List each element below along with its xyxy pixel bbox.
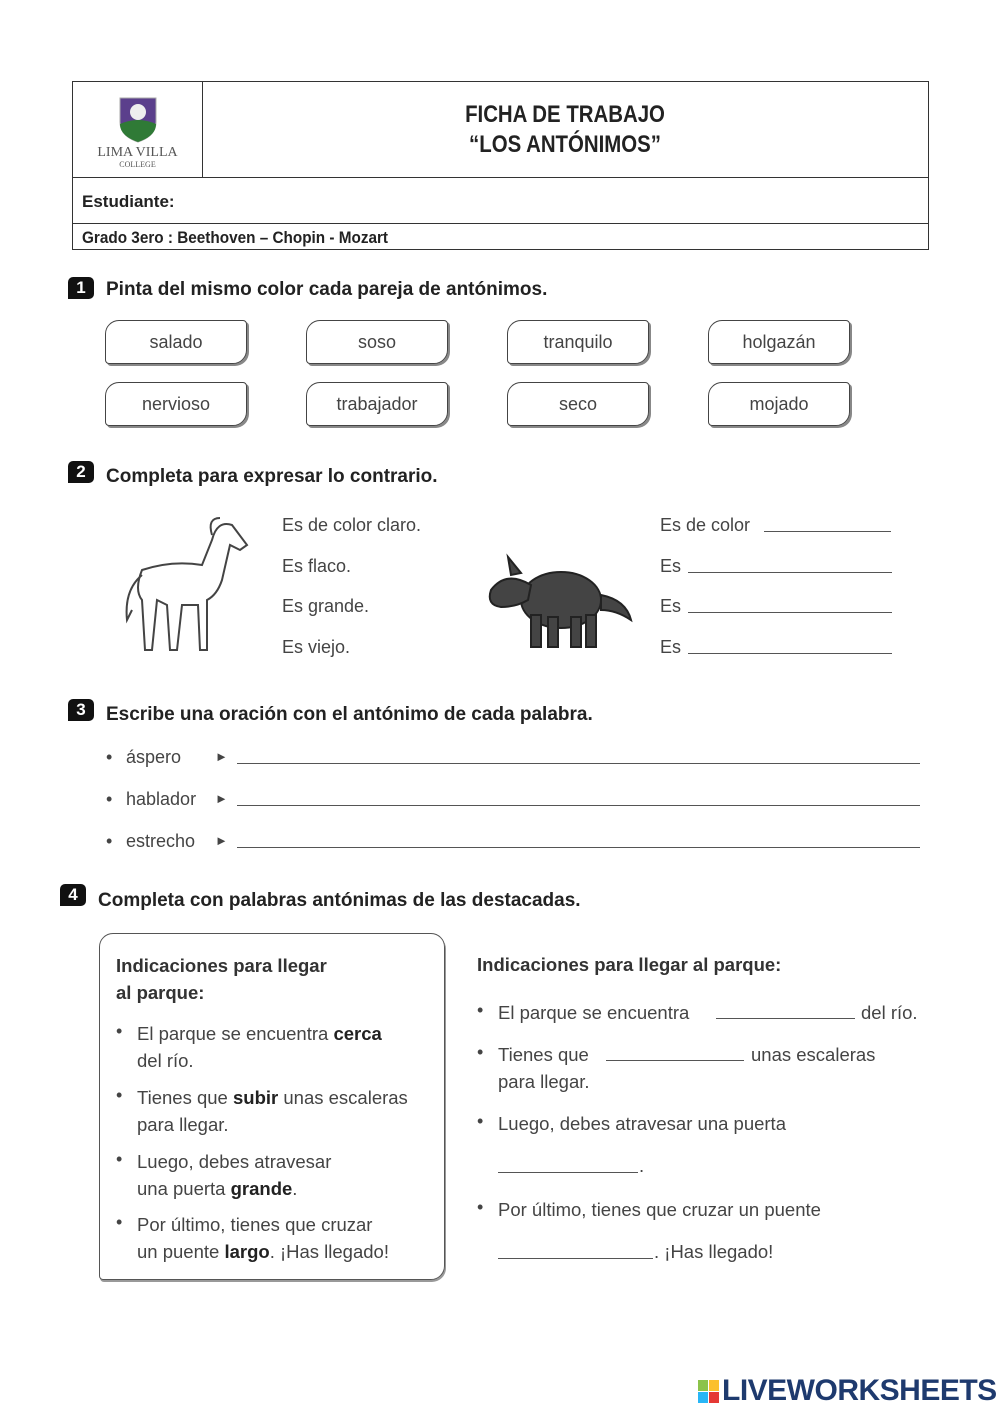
instruction-end: del río. (861, 1002, 918, 1023)
black-pony-illustration (486, 545, 636, 655)
bullet: • (477, 1111, 484, 1131)
word-box[interactable]: salado (105, 320, 247, 364)
sentence-prompt: Es (660, 556, 682, 576)
section-3-title: Escribe una oración con el antónimo de cada palabra. (106, 704, 593, 725)
bullet: • (116, 1085, 123, 1105)
answer-blank[interactable] (498, 1258, 653, 1259)
section-4-title: Completa con palabras antónimas de las destacadas. (98, 890, 581, 911)
answer-line[interactable] (237, 763, 920, 764)
section-number: 1 (68, 277, 94, 299)
answer-blank[interactable] (688, 572, 892, 573)
instruction: para llegar. (498, 1071, 590, 1092)
instruction-end: unas escaleras (751, 1044, 876, 1065)
box-title: Indicaciones para llegar al parque: (116, 955, 327, 1003)
word: hablador (126, 789, 197, 809)
word-box[interactable]: nervioso (105, 382, 247, 426)
bullet: • (106, 747, 113, 767)
liveworksheets-logo-icon (698, 1380, 720, 1404)
answer-blank[interactable] (688, 612, 892, 613)
school-logo (73, 82, 203, 177)
logo-text: LIMA VILLA (97, 145, 178, 160)
instruction: Por último, tienes que cruzar un puente largo. ¡Has llegado! (137, 1214, 389, 1262)
bullet: • (116, 1149, 123, 1169)
instruction: Tienes que subir unas escaleras para llegar. (137, 1087, 408, 1135)
sentence: Es viejo. (282, 637, 351, 657)
page-title (256, 82, 873, 177)
sentence: Es flaco. (282, 556, 352, 576)
section-number: 4 (60, 884, 86, 906)
title-line-1: FICHA DE TRABAJO (465, 101, 665, 128)
student-field[interactable] (73, 177, 928, 223)
sentence-prompt: Es de color (660, 515, 751, 535)
bullet: • (106, 831, 113, 851)
section-number: 2 (68, 461, 94, 483)
word-box[interactable]: soso (306, 320, 448, 364)
bullet: • (477, 1197, 484, 1217)
white-horse-illustration (112, 510, 252, 660)
arrow-icon: ► (215, 833, 228, 848)
sentence-prompt: Es (660, 596, 682, 616)
instruction: Por último, tienes que cruzar un puente (498, 1199, 821, 1220)
header-table (72, 81, 929, 250)
grade-label: Grado 3ero : Beethoven – Chopin - Mozart (82, 228, 389, 247)
answer-blank[interactable] (688, 653, 892, 654)
word: estrecho (126, 831, 196, 851)
bullet: • (477, 1000, 484, 1020)
bullet: • (106, 789, 113, 809)
word: áspero (126, 747, 182, 767)
section-1-title: Pinta del mismo color cada pareja de antónimos. (106, 279, 548, 300)
liveworksheets-brand: LIVEWORKSHEETS (722, 1374, 997, 1407)
instruction: El parque se encuentra (498, 1002, 690, 1023)
arrow-icon: ► (215, 749, 228, 764)
answer-line[interactable] (237, 847, 920, 848)
answer-blank[interactable] (716, 1018, 855, 1019)
answer-line[interactable] (237, 805, 920, 806)
answer-blank[interactable] (498, 1172, 638, 1173)
student-label: Estudiante: (82, 192, 175, 211)
sentence-prompt: Es (660, 637, 682, 657)
bullet: • (116, 1021, 123, 1041)
sentence: Es de color claro. (282, 515, 422, 535)
instruction-end: . (639, 1155, 645, 1176)
word-box[interactable]: holgazán (708, 320, 850, 364)
sentence: Es grande. (282, 596, 370, 616)
section-number: 3 (68, 699, 94, 721)
word-box[interactable]: tranquilo (507, 320, 649, 364)
instruction: Luego, debes atravesar una puerta grande. (137, 1151, 332, 1199)
answer-blank[interactable] (606, 1060, 744, 1061)
title-line-2: “LOS ANTÓNIMOS” (469, 131, 661, 158)
instruction: El parque se encuentra cerca del río. (137, 1023, 382, 1071)
bullet: • (116, 1212, 123, 1232)
word-box[interactable]: trabajador (306, 382, 448, 426)
instruction: Tienes que (498, 1044, 589, 1065)
logo-subtext: COLLEGE (119, 160, 156, 169)
word-box[interactable]: seco (507, 382, 649, 426)
bullet: • (477, 1042, 484, 1062)
instruction-end: . ¡Has llegado! (654, 1241, 774, 1262)
arrow-icon: ► (215, 791, 228, 806)
grade-row (73, 223, 928, 251)
instruction: Luego, debes atravesar una puerta (498, 1113, 786, 1134)
section-2-title: Completa para expresar lo contrario. (106, 466, 438, 487)
right-title: Indicaciones para llegar al parque: (477, 954, 782, 975)
shield-icon (118, 94, 158, 144)
answer-blank[interactable] (764, 531, 891, 532)
word-box[interactable]: mojado (708, 382, 850, 426)
